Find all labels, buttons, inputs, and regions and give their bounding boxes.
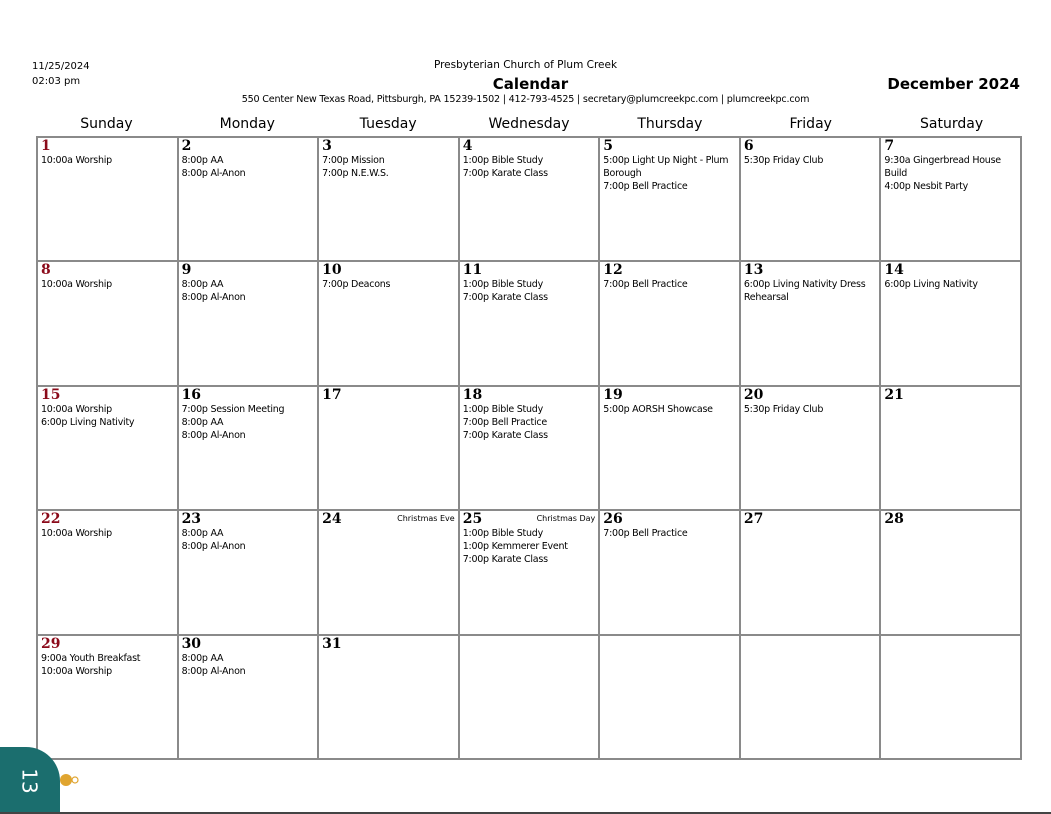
event-item[interactable]: 8:00p Al-Anon xyxy=(181,429,246,441)
event-list xyxy=(884,278,1018,291)
day-number: 20 xyxy=(743,386,764,403)
event-list xyxy=(182,278,316,304)
day-cell[interactable] xyxy=(179,138,320,262)
event-item[interactable]: 8:00p Al-Anon xyxy=(181,168,246,179)
day-cell[interactable] xyxy=(38,138,179,262)
day-number: 1 xyxy=(41,138,51,154)
event-item[interactable]: 7:00p Bell Practice xyxy=(603,181,688,192)
day-number: 27 xyxy=(743,511,764,528)
day-cell[interactable] xyxy=(460,138,601,262)
event-item[interactable]: 7:00p Karate Class xyxy=(462,429,548,441)
day-number: 30 xyxy=(181,635,202,652)
event-item[interactable]: 5:30p Friday Club xyxy=(743,403,824,415)
day-cell[interactable] xyxy=(600,138,741,262)
day-cell[interactable] xyxy=(460,636,601,760)
event-item[interactable]: 7:00p N.E.W.S. xyxy=(322,168,389,179)
day-cell[interactable] xyxy=(319,262,460,386)
event-list xyxy=(41,278,175,291)
event-item[interactable]: 7:00p Bell Practice xyxy=(603,279,688,291)
day-number: 26 xyxy=(603,511,623,528)
day-number: 29 xyxy=(41,635,61,652)
day-cell[interactable] xyxy=(600,511,741,635)
event-list xyxy=(41,652,175,678)
event-item[interactable]: 7:00p Bell Practice xyxy=(462,416,547,428)
event-item[interactable]: 4:00p Nesbit Party xyxy=(884,181,968,192)
day-number: 28 xyxy=(884,511,904,528)
weekday-header: Saturday xyxy=(920,116,984,132)
day-number: 22 xyxy=(41,511,61,528)
day-number: 16 xyxy=(181,386,202,403)
event-item[interactable]: 7:00p Session Meeting xyxy=(181,403,285,415)
event-list xyxy=(182,527,316,553)
weekday-header: Sunday xyxy=(80,116,133,132)
organization-name: Presbyterian Church of Plum Creek xyxy=(433,59,618,71)
day-cell[interactable] xyxy=(741,511,882,635)
day-cell[interactable] xyxy=(319,387,460,511)
event-item[interactable]: 10:00a Worship xyxy=(41,665,112,677)
event-item[interactable]: 1:00p Kemmerer Event xyxy=(462,541,568,553)
event-list xyxy=(182,154,316,180)
day-cell[interactable] xyxy=(179,262,320,386)
day-cell[interactable] xyxy=(600,636,741,760)
event-item[interactable]: 7:00p Karate Class xyxy=(462,168,548,179)
day-cell[interactable] xyxy=(319,636,460,760)
day-cell[interactable] xyxy=(460,262,601,386)
event-item[interactable]: 10:00a Worship xyxy=(41,528,112,540)
event-item[interactable]: 1:00p Bible Study xyxy=(462,528,543,540)
weekday-header: Monday xyxy=(219,116,275,132)
day-cell[interactable] xyxy=(460,387,601,511)
event-item[interactable]: 7:00p Bell Practice xyxy=(603,528,688,540)
event-list xyxy=(744,403,878,416)
event-item[interactable]: 7:00p Deacons xyxy=(322,279,391,291)
event-list xyxy=(182,403,316,442)
day-cell[interactable] xyxy=(460,511,601,635)
day-number: 18 xyxy=(462,386,483,403)
event-item[interactable]: 6:00p Living Nativity xyxy=(884,279,978,291)
day-cell[interactable] xyxy=(38,262,179,386)
event-item[interactable]: 8:00p AA xyxy=(181,416,224,428)
day-number: 7 xyxy=(884,138,895,154)
day-cell[interactable] xyxy=(881,511,1022,635)
day-number: 25 xyxy=(462,511,483,528)
event-item[interactable]: 10:00a Worship xyxy=(41,403,112,415)
day-number: 19 xyxy=(603,386,623,403)
event-item[interactable]: 7:00p Karate Class xyxy=(462,554,548,566)
event-list xyxy=(884,154,1018,193)
event-item[interactable]: 6:00p Living Nativity Dress Rehearsal xyxy=(743,279,866,304)
event-item[interactable]: 6:00p Living Nativity xyxy=(41,416,135,428)
day-cell[interactable] xyxy=(881,262,1022,386)
day-cell[interactable] xyxy=(600,387,741,511)
day-number: 23 xyxy=(181,511,202,528)
day-number: 21 xyxy=(884,386,904,403)
day-cell[interactable] xyxy=(600,262,741,386)
day-number: 31 xyxy=(322,635,342,652)
event-item[interactable]: 8:00p AA xyxy=(181,652,224,664)
event-list xyxy=(603,278,737,291)
event-list xyxy=(463,527,597,566)
event-list xyxy=(463,278,597,304)
print-date: 11/25/2024 xyxy=(32,61,90,72)
day-number: 2 xyxy=(181,138,192,154)
day-number: 11 xyxy=(462,262,483,279)
event-item[interactable]: 9:00a Youth Breakfast xyxy=(41,652,141,664)
calendar-grid xyxy=(36,136,1022,760)
holiday-label: Christmas Day xyxy=(536,514,596,524)
day-number: 15 xyxy=(41,386,61,403)
weekday-header: Tuesday xyxy=(359,116,417,132)
day-number: 12 xyxy=(603,262,623,279)
event-list xyxy=(322,278,456,291)
day-cell[interactable] xyxy=(741,262,882,386)
day-number: 24 xyxy=(322,511,342,528)
day-cell[interactable] xyxy=(881,387,1022,511)
weekday-header: Wednesday xyxy=(488,116,570,132)
day-cell[interactable] xyxy=(38,511,179,635)
event-list xyxy=(41,403,175,429)
contact-address: 550 Center New Texas Road, Pittsburgh, PA 15239-1502 | 412-793-4525 | secretary@plumcreekpc.com | plumcreekpc.com xyxy=(241,94,810,105)
day-number: 3 xyxy=(322,138,332,154)
event-list xyxy=(41,154,175,167)
day-number: 13 xyxy=(743,262,764,279)
day-cell[interactable] xyxy=(319,511,460,635)
day-number: 6 xyxy=(743,138,754,154)
ornament-icon xyxy=(59,772,79,788)
event-item[interactable]: 7:00p Mission xyxy=(322,155,385,166)
weekday-header-row xyxy=(36,116,1022,136)
event-list xyxy=(41,527,175,540)
day-cell[interactable] xyxy=(741,138,882,262)
event-item[interactable]: 5:30p Friday Club xyxy=(743,155,824,166)
month-title: December 2024 xyxy=(887,75,1020,93)
event-item[interactable]: 8:00p AA xyxy=(181,279,224,291)
event-list xyxy=(603,154,737,193)
event-item[interactable]: 8:00p AA xyxy=(181,528,224,540)
event-item[interactable]: 5:00p Light Up Night - Plum Borough xyxy=(603,155,729,179)
day-cell[interactable] xyxy=(319,138,460,262)
event-item[interactable]: 8:00p AA xyxy=(181,155,224,166)
weekday-header: Thursday xyxy=(637,116,703,132)
event-list xyxy=(603,403,737,416)
day-number: 10 xyxy=(322,262,342,279)
event-item[interactable]: 9:30a Gingerbread House Build xyxy=(884,155,1001,179)
page-number: 13 xyxy=(17,767,42,794)
day-cell[interactable] xyxy=(881,138,1022,262)
day-number: 8 xyxy=(41,262,51,279)
day-cell[interactable] xyxy=(741,387,882,511)
day-cell[interactable] xyxy=(179,387,320,511)
day-cell[interactable] xyxy=(179,636,320,760)
event-item[interactable]: 7:00p Karate Class xyxy=(462,292,548,304)
event-list xyxy=(603,527,737,540)
print-time: 02:03 pm xyxy=(32,76,81,87)
event-list xyxy=(463,403,597,442)
event-item[interactable]: 10:00a Worship xyxy=(41,279,112,291)
holiday-label: Christmas Eve xyxy=(397,514,455,524)
day-number: 4 xyxy=(462,138,473,154)
day-cell[interactable] xyxy=(38,636,179,760)
event-item[interactable]: 8:00p Al-Anon xyxy=(181,292,246,304)
day-number: 5 xyxy=(603,138,614,154)
weekday-header: Friday xyxy=(789,116,832,132)
event-item[interactable]: 1:00p Bible Study xyxy=(462,403,543,415)
event-list xyxy=(322,154,456,180)
event-list xyxy=(744,278,878,304)
event-item[interactable]: 1:00p Bible Study xyxy=(462,155,543,166)
page-title: Calendar xyxy=(492,75,569,93)
day-cell[interactable] xyxy=(179,511,320,635)
event-item[interactable]: 8:00p Al-Anon xyxy=(181,541,246,553)
event-item[interactable]: 5:00p AORSH Showcase xyxy=(603,403,713,415)
day-number: 9 xyxy=(181,262,192,279)
event-item[interactable]: 8:00p Al-Anon xyxy=(181,665,246,677)
event-list xyxy=(744,154,878,167)
day-number: 17 xyxy=(322,386,342,403)
day-cell[interactable] xyxy=(881,636,1022,760)
day-cell[interactable] xyxy=(741,636,882,760)
event-list xyxy=(182,652,316,678)
page-number-badge[interactable] xyxy=(0,747,60,814)
day-cell[interactable] xyxy=(38,387,179,511)
event-item[interactable]: 1:00p Bible Study xyxy=(462,279,543,291)
event-item[interactable]: 10:00a Worship xyxy=(41,155,112,166)
day-number: 14 xyxy=(884,262,904,279)
event-list xyxy=(463,154,597,180)
